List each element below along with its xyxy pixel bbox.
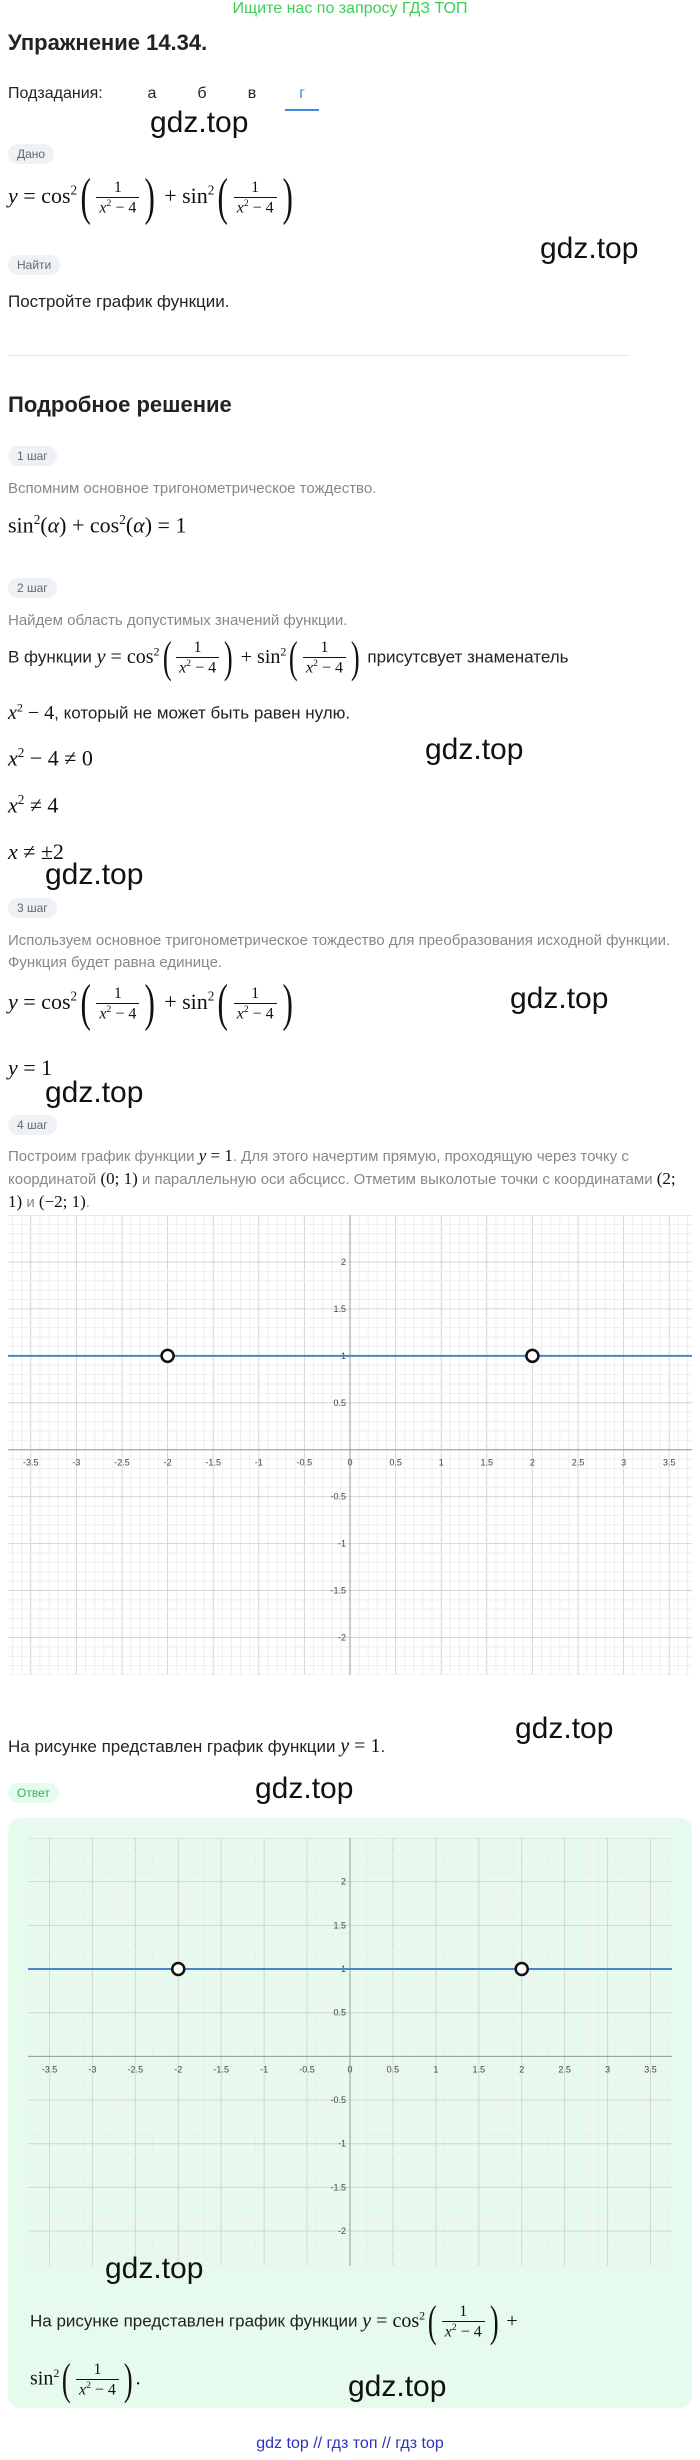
x-tick-label: -1.5: [213, 2064, 229, 2075]
tab-v[interactable]: в: [247, 85, 257, 102]
caption1: На рисунке представлен график функции y = 1.: [8, 1735, 386, 1757]
given-formula: $y = \cos^2$( $\frac{1}{x^2 - 4}$ ) + $\sin^2$( $\frac{1}{x^2 - 4}$ ): [8, 169, 293, 226]
x-tick-label: -3: [88, 2064, 97, 2075]
x-tick-label: 0: [347, 1457, 353, 1468]
answer-graph-chart: [28, 1838, 672, 2266]
step2-line2-text: , который не может быть равен нулю.: [54, 703, 351, 723]
y-tick-label: 1.5: [333, 1920, 346, 1931]
answer-caption-line2: $\sin^2$( $\frac{1}{x^2 - 4}$ ) .: [30, 2355, 141, 2404]
watermark: gdz.top: [105, 2252, 204, 2285]
caption1-text: На рисунке представлен график функции: [8, 1737, 336, 1756]
watermark: gdz.top: [510, 982, 609, 1015]
promo-text[interactable]: Ищите нас по запросу ГДЗ ТОП: [232, 0, 468, 17]
y-tick-label: 2: [340, 1256, 346, 1267]
x-tick-label: -3: [72, 1457, 81, 1468]
step4-text-b: . Для этого начертим прямую, проходящую через точку с координатой: [8, 1148, 629, 1188]
watermark: gdz.top: [348, 2370, 447, 2403]
x-tick-label: -3.5: [41, 2064, 58, 2075]
y-tick-label: -1.5: [330, 1585, 346, 1596]
step4-badge: 4 шаг: [8, 1115, 57, 1135]
x-tick-label: 0: [347, 2064, 353, 2075]
answer-caption: На рисунке представлен график функции $y = \cos^2$( $\frac{1}{x^2 - 4}$ ) +: [30, 2297, 518, 2346]
x-tick-label: -3.5: [23, 1457, 39, 1468]
answer-caption-text: На рисунке представлен график функции: [30, 2311, 358, 2331]
watermark: gdz.top: [150, 106, 249, 139]
solution-heading: Подробное решение: [8, 392, 232, 417]
step2-eq2: $x^2 \ne 4$: [8, 792, 59, 818]
open-point: [172, 1963, 184, 1975]
y-tick-label: 1.5: [333, 1303, 346, 1314]
y-tick-label: -0.5: [330, 1491, 346, 1502]
tab-b[interactable]: б: [197, 85, 207, 102]
x-tick-label: -2.5: [127, 2064, 144, 2075]
x-tick-label: 2.5: [558, 2064, 571, 2075]
y-tick-label: 1: [340, 1964, 346, 1975]
step2-line1-text2: присутсвует знаменатель: [367, 647, 569, 667]
step4-text: Построим график функции y = 1. Для этого начертим прямую, проходящую через точку с координатой (0; 1) и параллельную оси абсцисс. Отметим выколотые точки с координатами (2; 1) и (−2; 1).: [8, 1146, 676, 1211]
x-tick-label: 1.5: [480, 1457, 494, 1468]
y-tick-label: -0.5: [330, 2095, 346, 2106]
x-tick-label: 3: [621, 1457, 627, 1468]
tab-a[interactable]: а: [147, 85, 157, 102]
watermark: gdz.top: [255, 1772, 354, 1805]
y-tick-label: 0.5: [333, 2007, 346, 2018]
y-tick-label: 2: [340, 1876, 346, 1887]
watermark: gdz.top: [515, 1712, 614, 1745]
x-tick-label: 1: [438, 1457, 444, 1468]
y-tick-label: 1: [340, 1350, 346, 1361]
step4-text-c: и параллельную оси абсцисс. Отметим выколотые точки с координатами: [141, 1171, 653, 1188]
x-tick-label: -0.5: [296, 1457, 313, 1468]
x-tick-label: -1: [254, 1457, 263, 1468]
graph-chart: [8, 1215, 692, 1675]
footer-links[interactable]: gdz top // гдз топ // гдз top: [256, 2435, 444, 2452]
step2-eq3: x ≠ ±2: [8, 839, 64, 864]
x-tick-label: -0.5: [299, 2064, 315, 2075]
step3-formula: $y = \cos^2$( $\frac{1}{x^2 - 4}$ ) + $\sin^2$( $\frac{1}{x^2 - 4}$ ): [8, 975, 293, 1032]
step2-badge: 2 шаг: [8, 578, 57, 598]
x-tick-label: 2: [519, 2064, 525, 2075]
find-text: Постройте график функции.: [8, 292, 230, 311]
step1-text: Вспомним основное тригонометрическое тождество.: [8, 480, 377, 497]
step2-line1: В функции $y = \cos^2$( $\frac{1}{x^2 - 4}$ ) + $\sin^2$( $\frac{1}{x^2 - 4}$ ) присутсвует знаменатель: [8, 633, 569, 682]
x-tick-label: 0.5: [389, 1457, 402, 1468]
y-tick-label: -2: [337, 2226, 346, 2237]
step3-text: Используем основное тригонометрическое тождество для преобразования исходной функции. Функция будет равна единице.: [8, 932, 671, 971]
x-tick-label: -1.5: [205, 1457, 221, 1468]
step4-text-a: Построим график функции: [8, 1148, 195, 1165]
y-tick-label: -2: [337, 1632, 346, 1643]
watermark: gdz.top: [425, 733, 524, 766]
step2-line2: $x^2 - 4$, который не может быть равен нулю.: [8, 700, 351, 724]
step1-formula: $\sin^2(\alpha) + \cos^2(\alpha) = 1$: [8, 512, 187, 538]
step2-eq1: $x^2 - 4 \ne 0$: [8, 745, 93, 771]
x-tick-label: 2.5: [571, 1457, 585, 1468]
x-tick-label: 1.5: [472, 2064, 486, 2075]
x-tick-label: 1: [433, 2064, 439, 2075]
step4-text-d: и: [26, 1194, 35, 1211]
y-tick-label: -1: [337, 2138, 346, 2149]
x-tick-label: 0.5: [386, 2064, 400, 2075]
tab-g[interactable]: г: [285, 85, 319, 111]
divider: [8, 355, 628, 356]
x-tick-label: 3.5: [644, 2064, 657, 2075]
x-tick-label: -2: [163, 1457, 172, 1468]
step2-line1-text: В функции: [8, 647, 92, 667]
x-tick-label: 3.5: [662, 1457, 676, 1468]
x-tick-label: -2: [174, 2064, 183, 2075]
x-tick-label: 3: [605, 2064, 611, 2075]
x-tick-label: -1: [260, 2064, 269, 2075]
x-tick-label: -2.5: [114, 1457, 130, 1468]
y-tick-label: 0.5: [333, 1397, 346, 1408]
step3-result: y = 1: [8, 1055, 53, 1080]
x-tick-label: 2: [529, 1457, 535, 1468]
open-point: [162, 1350, 174, 1362]
open-point: [526, 1350, 538, 1362]
page-title: Упражнение 14.34.: [8, 30, 208, 55]
step3-badge: 3 шаг: [8, 898, 57, 918]
subtasks-label: Подзадания:: [8, 85, 103, 102]
given-badge: Дано: [8, 144, 54, 164]
watermark: gdz.top: [540, 232, 639, 265]
step1-badge: 1 шаг: [8, 446, 57, 466]
watermark: gdz.top: [45, 858, 144, 891]
step2-text: Найдем область допустимых значений функции.: [8, 612, 348, 629]
answer-badge: Ответ: [8, 1783, 59, 1803]
open-point: [516, 1963, 528, 1975]
find-badge: Найти: [8, 255, 60, 275]
y-tick-label: -1.5: [330, 2182, 346, 2193]
watermark: gdz.top: [45, 1076, 144, 1109]
y-tick-label: -1: [337, 1538, 346, 1549]
